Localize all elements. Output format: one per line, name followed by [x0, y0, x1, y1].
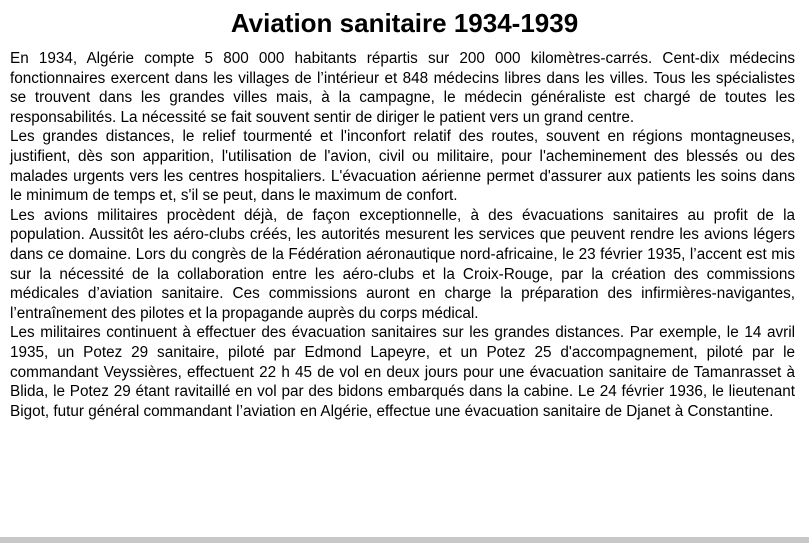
- bottom-divider: [0, 537, 809, 543]
- document-body: [10, 49, 795, 421]
- paragraph-military-aircraft: Les avions militaires procèdent déjà, de façon exceptionnelle, à des évacuations sanitaires au profit de la population. Aussitôt les aéro-clubs créés, les autorités mesurent les services que peuvent rendre les avions légers dans ce domaine. Lors du congrès de la Fédération aéronautique nord-africaine, le 23 février 1935, l’accent est mis sur la nécessité de la collaboration entre les aéro-clubs et la Croix-Rouge, par la création des commissions médicales d’aviation sanitaire. Ces commissions auront en charge la préparation des infirmières-navigantes, l’entraînement des pilotes et la propagande auprès du corps médical.: [10, 206, 795, 322]
- paragraph-distances: Les grandes distances, le relief tourmenté et l'inconfort relatif des routes, souvent en régions montagneuses, justifient, dès son apparition, l'utilisation de l'avion, civil ou militaire, pour l'acheminement des blessés ou des malades urgents vers les centres hospitaliers. L'évacuation aérienne permet d'assurer aux patients les soins dans le minimum de temps et, s'il se peut, dans le maximum de confort.: [10, 128, 795, 205]
- paragraph-population: En 1934, Algérie compte 5 800 000 habitants répartis sur 200 000 kilomètres-carrés. Cent-dix médecins fonctionnaires exercent dans les villages de l’intérieur et 848 médecins libres dans les villes. Tous les spécialistes se trouvent dans les grandes villes mais, à la campagne, le médecin généraliste est chargé de toutes les responsabilités. La nécessité se fait souvent sentir de diriger le patient vers un grand centre.: [10, 50, 795, 126]
- page-title: Aviation sanitaire 1934-1939: [230, 8, 579, 38]
- paragraph-long-distance-evacuations: Les militaires continuent à effectuer des évacuation sanitaires sur les grandes distances. Par exemple, le 14 avril 1935, un Potez 29 sanitaire, piloté par Edmond Lapeyre, et un Potez 25 d'accompagnement, piloté par le commandant Veyssières, effectuent 22 h 45 de vol en deux jours pour une évacuation sanitaire de Tamanrasset à Blida, le Potez 29 étant ravitaillé en vol par des bidons embarqués dans la cabine. Le 24 février 1936, le lieutenant Bigot, futur général commandant l’aviation en Algérie, effectue une évacuation sanitaire de Djanet à Constantine.: [10, 324, 795, 420]
